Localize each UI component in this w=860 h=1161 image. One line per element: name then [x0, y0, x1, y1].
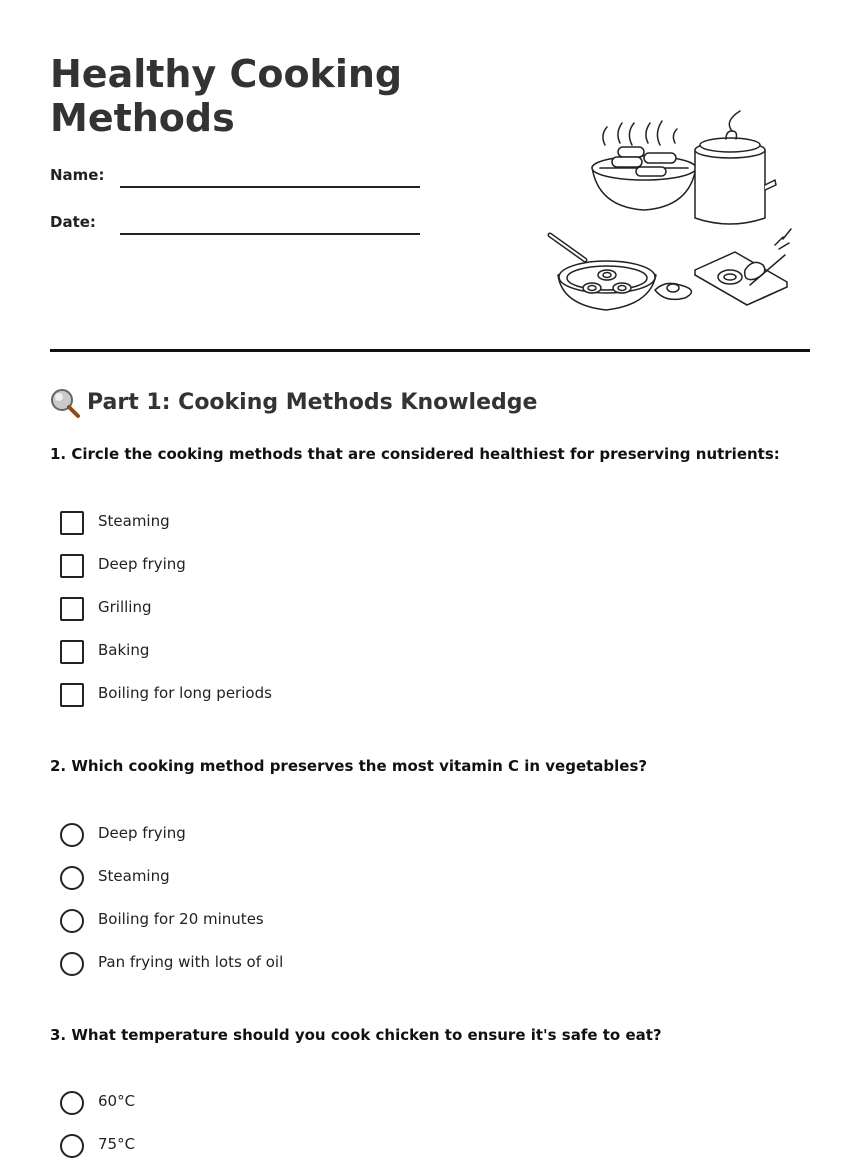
option-label: 75°C: [98, 1135, 136, 1153]
checkbox[interactable]: [60, 511, 84, 535]
option-checkbox[interactable]: [60, 554, 560, 578]
date-line[interactable]: [120, 233, 420, 235]
option-label: Steaming: [98, 512, 170, 530]
radio-button[interactable]: [60, 823, 84, 847]
question-3: 3. What temperature should you cook chicken to ensure it's safe to eat?: [50, 1026, 662, 1044]
option-radio[interactable]: [60, 866, 560, 890]
option-checkbox[interactable]: [60, 640, 560, 664]
option-label: Pan frying with lots of oil: [98, 953, 284, 971]
radio-button[interactable]: [60, 866, 84, 890]
option-label: Boiling for long periods: [98, 684, 272, 702]
option-label: 60°C: [98, 1092, 136, 1110]
option-label: Deep frying: [98, 555, 186, 573]
name-label: Name:: [50, 166, 105, 184]
option-radio[interactable]: [60, 909, 560, 933]
worksheet-title: Healthy Cooking Methods: [50, 52, 403, 140]
option-label: Grilling: [98, 598, 152, 616]
radio-button[interactable]: [60, 1091, 84, 1115]
radio-button[interactable]: [60, 952, 84, 976]
option-label: Steaming: [98, 867, 170, 885]
date-label: Date:: [50, 213, 96, 231]
option-checkbox[interactable]: [60, 597, 560, 621]
option-checkbox[interactable]: [60, 683, 560, 707]
checkbox[interactable]: [60, 640, 84, 664]
cooking-pans-illustration: [540, 105, 800, 320]
magnifier-icon: [50, 388, 80, 418]
name-line[interactable]: [120, 186, 420, 188]
checkbox[interactable]: [60, 554, 84, 578]
option-label: Deep frying: [98, 824, 186, 842]
option-radio[interactable]: [60, 952, 560, 976]
option-label: Boiling for 20 minutes: [98, 910, 264, 928]
radio-button[interactable]: [60, 1134, 84, 1158]
date-field[interactable]: [50, 213, 430, 237]
part1-title: Part 1: Cooking Methods Knowledge: [87, 390, 538, 415]
option-radio[interactable]: [60, 1134, 560, 1158]
question-1: 1. Circle the cooking methods that are considered healthiest for preserving nutrients:: [50, 445, 780, 463]
checkbox[interactable]: [60, 597, 84, 621]
option-radio[interactable]: [60, 823, 560, 847]
checkbox[interactable]: [60, 683, 84, 707]
name-field[interactable]: [50, 166, 430, 190]
option-radio[interactable]: [60, 1091, 560, 1115]
question-2: 2. Which cooking method preserves the most vitamin C in vegetables?: [50, 757, 648, 775]
option-checkbox[interactable]: [60, 511, 560, 535]
header-divider: [50, 349, 810, 352]
radio-button[interactable]: [60, 909, 84, 933]
option-label: Baking: [98, 641, 150, 659]
